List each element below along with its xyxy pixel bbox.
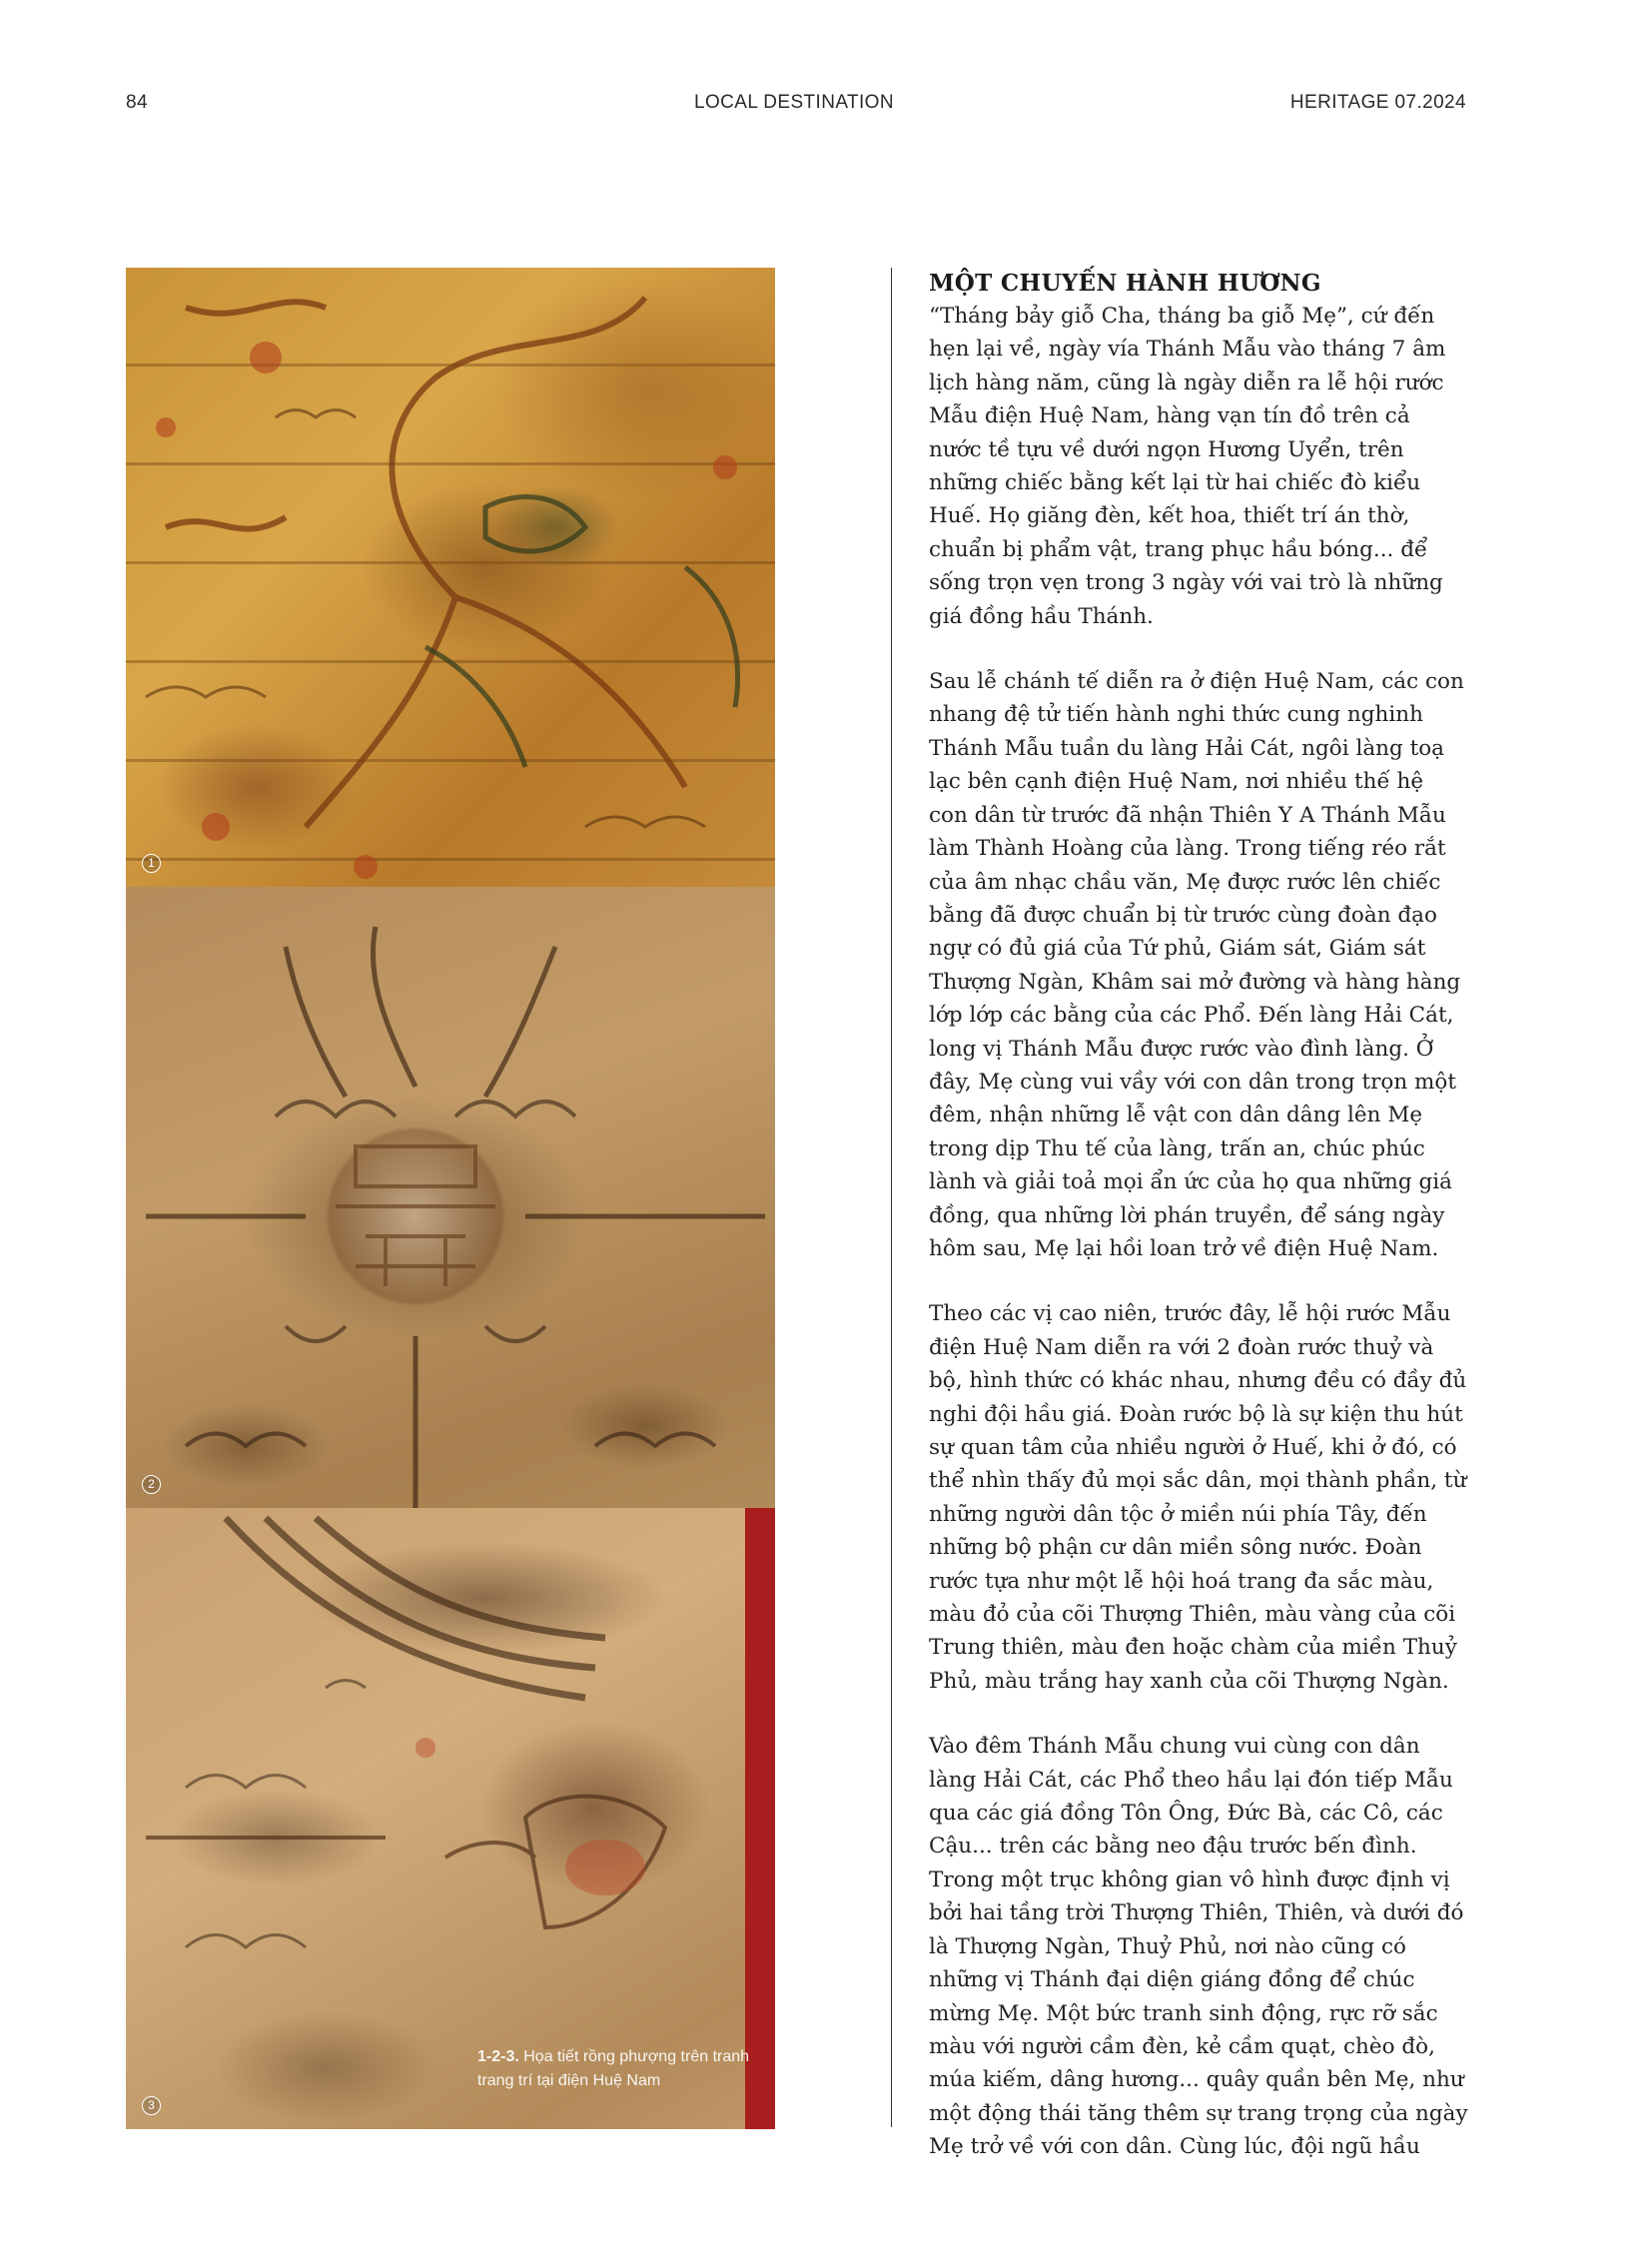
photo-dragon-painting [126,1508,775,2129]
caption-text: Họa tiết rồng phượng trên tranh trang trí tại điện Huệ Nam [477,2048,750,2089]
article-body [929,268,1468,2196]
photo-longevity-symbol [126,887,775,1508]
column-divider [891,268,892,2127]
dragon-motif-art [126,1508,775,2129]
article-paragraph: Vào đêm Thánh Mẫu chung vui cùng con dân làng Hải Cát, các Phổ theo hầu lại đón tiếp Mẫu qua các giá đồng Tôn Ông, Đức Bà, các Cô, các Cậu... trên các bằng neo đậu trước bến đình. Trong một trục không gian vô hình được định vị bởi hai tầng trời Thượng Thiên, Thiên, và dưới đó là Thượng Ngàn, Thuỷ Phủ, nơi nào cũng có những vị Thánh đại diện giáng đồng để chúc mừng Mẹ. Một bức tranh sinh động, rực rỡ sắc màu với người cầm đèn, kẻ cầm quạt, chèo đò, múa kiếm, dâng hương... quây quần bên Mẹ, như một động thái tăng thêm sự trang trọng của ngày Mẹ trở về với con dân. Cùng lúc, đội ngũ hầu [929,1734,1468,2160]
article-paragraph: “Tháng bảy giỗ Cha, tháng ba giỗ Mẹ”, cứ đến hẹn lại về, ngày vía Thánh Mẫu vào tháng 7 âm lịch hàng năm, cũng là ngày diễn ra lễ hội rước Mẫu điện Huệ Nam, hàng vạn tín đồ trên cả nước tề tựu về dưới ngọn Hương Uyển, trên những chiếc bằng kết lại từ hai chiếc đò kiểu Huế. Họ giăng đèn, kết hoa, thiết trí án thờ, chuẩn bị phẩm vật, trang phục hầu bóng... để sống trọn vẹn trong 3 ngày với vai trò là những giá đồng hầu Thánh. [929,304,1446,629]
phoenix-motif-art [126,268,775,887]
image-number-badge: 3 [142,2096,161,2115]
article-paragraph: Sau lễ chánh tế diễn ra ở điện Huệ Nam, các con nhang đệ tử tiến hành nghi thức cung nghinh Thánh Mẫu tuần du làng Hải Cát, ngôi làng toạ lạc bên cạnh điện Huệ Nam, nơi nhiều thế hệ con dân từ trước đã nhận Thiên Y A Thánh Mẫu làm Thành Hoàng của làng. Trong tiếng réo rắt của âm nhạc chầu văn, Mẹ được rước lên chiếc bằng đã được chuẩn bị từ trước cùng đoàn đạo ngự có đủ giá của Tứ phủ, Giám sát, Giám sát Thượng Ngàn, Khâm sai mở đường và hàng hàng lớp lớp các bằng của các Phổ. Đến làng Hải Cát, long vị Thánh Mẫu được rước vào đình làng. Ở đây, Mẹ cùng vui vầy với con dân trong trọn một đêm, nhận những lễ vật con dân dâng lên Mẹ trong dịp Thu tế của làng, trấn an, chúc phúc lành và giải toả mọi ẩn ức của họ qua những giá đồng, qua những lời phán truyền, để sáng ngày hôm sau, Mẹ lại hồi loan trở về điện Huệ Nam. [929,669,1464,1261]
section-title: LOCAL DESTINATION [693,92,894,113]
longevity-motif-art [126,887,775,1508]
caption-number: 1-2-3. [477,2048,519,2065]
page-number: 84 [126,92,148,113]
image-number-badge: 2 [142,1475,161,1494]
image-number-badge: 1 [142,854,161,873]
article-paragraph: Theo các vị cao niên, trước đây, lễ hội rước Mẫu điện Huệ Nam diễn ra với 2 đoàn rước thuỷ và bộ, hình thức có khác nhau, nhưng đều có đầy đủ nghi đội hầu giá. Đoàn rước bộ là sự kiện thu hút sự quan tâm của nhiều người ở Huế, khi ở đó, có thể nhìn thấy đủ mọi sắc dân, mọi thành phần, từ những người dân tộc ở miền núi phía Tây, đến những bộ phận cư dân miền sông nước. Đoàn rước tựa như một lễ hội hoá trang đa sắc màu, màu đỏ của cõi Thượng Thiên, màu vàng của cõi Trung thiên, màu đen hoặc chàm của miền Thuỷ Phủ, màu trắng hay xanh của cõi Thượng Ngàn. [929,1301,1467,1694]
image-caption [477,2045,767,2093]
photo-phoenix-painting [126,268,775,887]
article-heading: MỘT CHUYẾN HÀNH HƯƠNG [929,270,1321,297]
issue-label: HERITAGE 07.2024 [1289,92,1466,113]
